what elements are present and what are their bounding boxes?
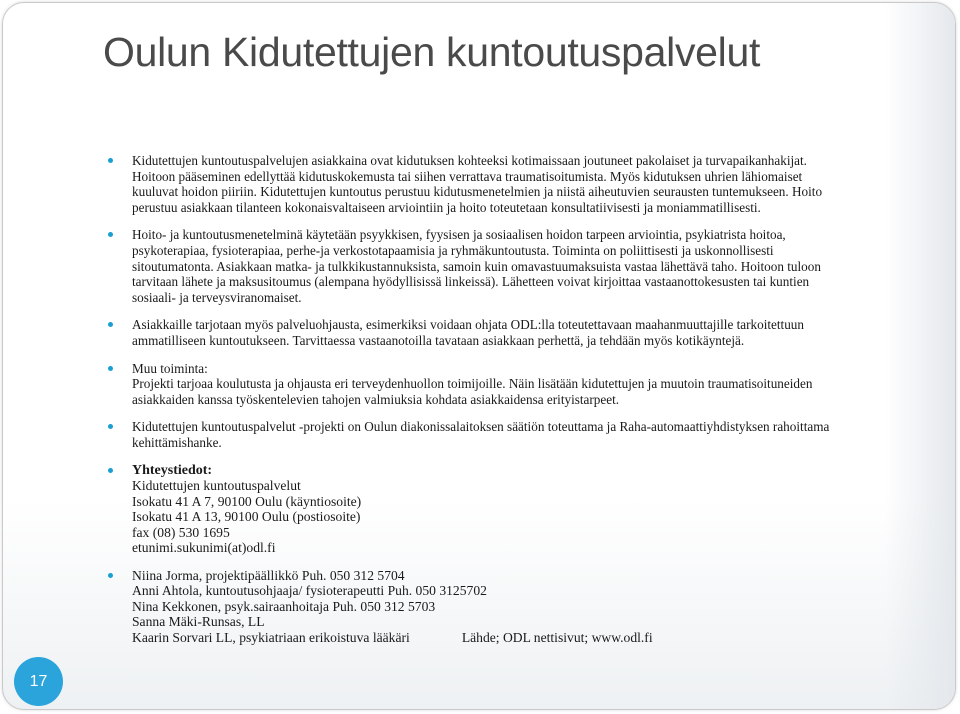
bullet-item-funding xyxy=(105,419,905,450)
bullet-item-other-activity xyxy=(105,361,905,408)
text-line: Kidutettujen kuntoutuspalvelujen asiakkaina ovat kidutuksen kohteeksi kotimaissaan joutuneet pakolaiset ja turvapaikanhakijat. xyxy=(132,153,807,168)
source-note: Lähde; ODL nettisivut; www.odl.fi xyxy=(461,629,653,645)
text-line: sitoutumatonta. Asiakkaan matka- ja tulkkikustannuksista, samoin kuin omavastuumaksuista vastaa lähettävä taho. Hoitoon tuloon xyxy=(132,258,821,274)
text-line: asiakkaiden kanssa työskentelevien tahojen valmiuksia kohdata asiakkaidensa erityistarpeet. xyxy=(132,391,620,407)
contact-line: Isokatu 41 A 7, 90100 Oulu (käyntiosoite) xyxy=(132,493,362,509)
bullet-icon xyxy=(108,232,113,237)
bullet-icon xyxy=(108,424,113,429)
bullet-icon xyxy=(108,322,113,327)
staff-line: Niina Jorma, projektipäällikkö Puh. 050 312 5704 xyxy=(132,567,405,583)
contact-line: Isokatu 41 A 13, 90100 Oulu (postiosoite) xyxy=(132,509,361,524)
bullet-item-methods xyxy=(105,227,905,305)
staff-line: Kaarin Sorvari LL, psykiatriaan erikoistuva lääkäri xyxy=(132,629,410,645)
contact-heading: Yhteystiedot: xyxy=(132,462,213,478)
slide-title: Oulun Kidutettujen kuntoutuspalvelut xyxy=(103,29,761,75)
bullet-icon xyxy=(108,573,113,578)
text-line: Hoitoon pääseminen edellyttää kidutuskokemusta tai siihen verrattava traumatisoitumista. Myös kidutuksen uhrien lähiomaiset xyxy=(132,168,803,184)
contact-line: fax (08) 530 1695 xyxy=(132,524,230,540)
text-line: psykoterapiaa, fysioterapiaa, perhe-ja verkostotapaamisia ja ryhmäkuntoutusta. Toiminta on poliittisesti ja uskonnollisesti xyxy=(132,242,774,258)
text-line: Projekti tarjoaa koulutusta ja ohjausta eri terveydenhuollon toimijoille. Näin lisätään kidutettujen ja muutoin traumatisoituneiden xyxy=(132,376,813,392)
text-line: Kidutettujen kuntoutuspalvelut -projekti on Oulun diakonissalaitoksen säätiön toteuttama ja Raha-automaattiyhdistyksen rahoittama xyxy=(132,419,830,435)
bullet-item-staff xyxy=(105,568,905,646)
contact-email: etunimi.sukunimi(at)odl.fi xyxy=(132,540,276,555)
slide xyxy=(2,2,956,710)
text-line: Hoito- ja kuntoutusmenetelminä käytetään psyykkisen, fyysisen ja sosiaalisen hoidon tarpeen arviointia, psykiatrista hoitoa, xyxy=(132,227,786,243)
text-line: Asiakkaille tarjotaan myös palveluohjausta, esimerkiksi voidaan ohjata ODL:lla toteutettavaan maahanmuuttajille tarkoitettuun xyxy=(132,317,804,333)
text-line: ammatilliseen kuntoutukseen. Tarvittaessa vastaanotoilla tavataan asiakkaan perhettä, ja tehdään myös kotikäyntejä. xyxy=(132,332,745,348)
staff-line: Nina Kekkonen, psyk.sairaanhoitaja Puh. 050 312 5703 xyxy=(132,598,436,614)
bullet-item-patients xyxy=(105,153,905,215)
bullet-item-contact xyxy=(105,463,905,556)
bullet-item-guidance xyxy=(105,317,905,348)
text-line: kuuluvat hoidon piiriin. Kidutettujen kuntoutus perustuu kidutusmenetelmien ja niistä aiheutuvien seurausten tuntemukseen. Hoito xyxy=(132,184,823,200)
contact-line: Kidutettujen kuntoutuspalvelut xyxy=(132,478,301,493)
bullet-icon xyxy=(108,158,113,163)
text-line: kehittämishanke. xyxy=(132,434,222,450)
staff-line-with-source xyxy=(132,630,905,646)
bullet-icon xyxy=(108,366,113,371)
bullet-icon xyxy=(108,468,113,473)
staff-line: Anni Ahtola, kuntoutusohjaaja/ fysioterapeutti Puh. 050 3125702 xyxy=(132,583,487,598)
slide-content xyxy=(105,153,905,657)
text-line: tarvitaan lähete ja maksusitoumus (alempana hyödyllisissä linkeissä). Lähetteen voivat kirjoittaa vastaanottokesusten tai kuntien xyxy=(132,274,810,290)
staff-line: Sanna Mäki-Runsas, LL xyxy=(132,614,265,629)
text-line: sosiaali- ja terveysviranomaiset. xyxy=(132,289,302,305)
text-line: perustuu asiakkaan tilanteen kokonaisvaltaiseen arviointiin ja hoito toteutetaan konsultatiivisesti ja moniammatillisesti. xyxy=(132,199,761,215)
text-line: Muu toiminta: xyxy=(132,360,208,376)
page-number-badge: 17 xyxy=(14,657,63,706)
